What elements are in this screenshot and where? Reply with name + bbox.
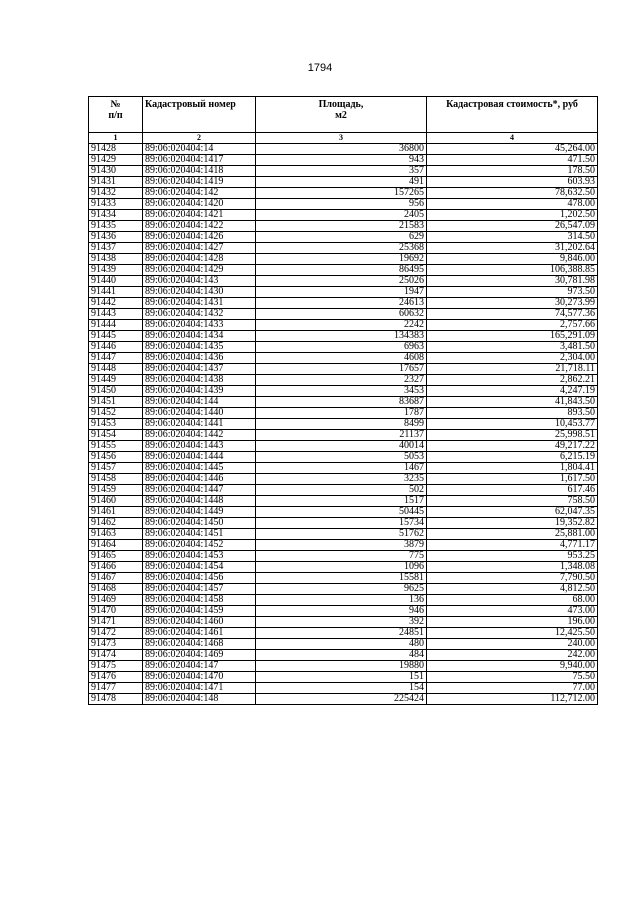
cadastral-number-cell: 89:06:020404:1426 [143,232,256,243]
cadastral-number-cell: 89:06:020404:1432 [143,309,256,320]
cadastral-value-cell: 617.46 [427,485,598,496]
row-index-cell: 91436 [89,232,143,243]
cadastral-number-cell: 89:06:020404:1438 [143,375,256,386]
area-cell: 225424 [256,694,427,705]
row-index-cell: 91452 [89,408,143,419]
area-cell: 3235 [256,474,427,485]
table-row [89,595,598,606]
area-cell: 2327 [256,375,427,386]
table-row [89,463,598,474]
cadastral-number-cell: 89:06:020404:1456 [143,573,256,584]
row-index-cell: 91465 [89,551,143,562]
row-index-cell: 91463 [89,529,143,540]
table-row [89,529,598,540]
cadastral-value-cell: 77.00 [427,683,598,694]
cadastral-value-cell: 196.00 [427,617,598,628]
area-cell: 24851 [256,628,427,639]
area-cell: 4608 [256,353,427,364]
cadastral-number-cell: 89:06:020404:1469 [143,650,256,661]
row-index-cell: 91430 [89,166,143,177]
row-index-cell: 91476 [89,672,143,683]
row-index-cell: 91478 [89,694,143,705]
cadastral-value-cell: 1,348.08 [427,562,598,573]
cadastral-value-cell: 1,617.50 [427,474,598,485]
area-cell: 775 [256,551,427,562]
area-cell: 83687 [256,397,427,408]
row-index-cell: 91461 [89,507,143,518]
cadastral-number-cell: 89:06:020404:1468 [143,639,256,650]
area-cell: 154 [256,683,427,694]
cadastral-number-cell: 89:06:020404:1433 [143,320,256,331]
cadastral-number-cell: 89:06:020404:1457 [143,584,256,595]
cadastral-number-cell: 89:06:020404:1453 [143,551,256,562]
area-cell: 491 [256,177,427,188]
row-index-cell: 91446 [89,342,143,353]
cadastral-number-cell: 89:06:020404:148 [143,694,256,705]
table-row [89,518,598,529]
cadastral-number-cell: 89:06:020404:1420 [143,199,256,210]
area-cell: 2242 [256,320,427,331]
table-row [89,177,598,188]
table-row [89,606,598,617]
table-row [89,309,598,320]
cadastral-value-cell: 893.50 [427,408,598,419]
cadastral-value-cell: 471.50 [427,155,598,166]
cadastral-value-cell: 9,940.00 [427,661,598,672]
area-cell: 1467 [256,463,427,474]
area-cell: 51762 [256,529,427,540]
column-number: 4 [427,133,598,144]
area-cell: 1947 [256,287,427,298]
cadastral-value-cell: 49,217.22 [427,441,598,452]
cadastral-number-cell: 89:06:020404:1470 [143,672,256,683]
cadastral-value-cell: 478.00 [427,199,598,210]
header-index-label: № п/п [108,99,123,121]
row-index-cell: 91443 [89,309,143,320]
cadastral-number-cell: 89:06:020404:1427 [143,243,256,254]
cadastral-value-cell: 30,781.98 [427,276,598,287]
table-row [89,584,598,595]
table-row [89,694,598,705]
cadastral-value-cell: 1,202.50 [427,210,598,221]
cadastral-value-cell: 953.25 [427,551,598,562]
table-row [89,375,598,386]
area-cell: 21137 [256,430,427,441]
cadastral-value-cell: 2,304.00 [427,353,598,364]
table-row [89,474,598,485]
cadastral-number-cell: 89:06:020404:1441 [143,419,256,430]
cadastral-value-cell: 26,547.09 [427,221,598,232]
cadastral-value-cell: 6,215.19 [427,452,598,463]
area-cell: 17657 [256,364,427,375]
table-row [89,276,598,287]
area-cell: 151 [256,672,427,683]
table-row [89,188,598,199]
table-row [89,232,598,243]
header-cadastral-number-label: Кадастровый номер [145,99,236,110]
table-row [89,199,598,210]
row-index-cell: 91474 [89,650,143,661]
row-index-cell: 91451 [89,397,143,408]
cadastral-value-cell: 9,846.00 [427,254,598,265]
table-row [89,540,598,551]
area-cell: 5053 [256,452,427,463]
row-index-cell: 91439 [89,265,143,276]
row-index-cell: 91468 [89,584,143,595]
area-cell: 392 [256,617,427,628]
table-row [89,507,598,518]
table-row [89,243,598,254]
table-row [89,650,598,661]
cadastral-value-cell: 25,881.00 [427,529,598,540]
cadastral-value-cell: 74,577.36 [427,309,598,320]
cadastral-number-cell: 89:06:020404:1435 [143,342,256,353]
cadastral-value-cell: 112,712.00 [427,694,598,705]
area-cell: 629 [256,232,427,243]
area-cell: 19880 [256,661,427,672]
cadastral-value-cell: 2,862.21 [427,375,598,386]
table-row [89,254,598,265]
cadastral-number-cell: 89:06:020404:1428 [143,254,256,265]
area-cell: 25368 [256,243,427,254]
column-number: 1 [89,133,143,144]
cadastral-number-cell: 89:06:020404:1471 [143,683,256,694]
area-cell: 946 [256,606,427,617]
table-row [89,485,598,496]
row-index-cell: 91444 [89,320,143,331]
cadastral-number-cell: 89:06:020404:1454 [143,562,256,573]
row-index-cell: 91449 [89,375,143,386]
cadastral-number-cell: 89:06:020404:143 [143,276,256,287]
cadastral-value-cell: 603.93 [427,177,598,188]
cadastral-number-cell: 89:06:020404:14 [143,144,256,155]
cadastral-value-cell: 7,790.50 [427,573,598,584]
cadastral-value-cell: 4,771.17 [427,540,598,551]
cadastral-value-cell: 1,804.41 [427,463,598,474]
row-index-cell: 91437 [89,243,143,254]
table-row [89,397,598,408]
cadastral-number-cell: 89:06:020404:1419 [143,177,256,188]
row-index-cell: 91440 [89,276,143,287]
cadastral-value-cell: 31,202.64 [427,243,598,254]
cadastral-value-cell: 25,998.51 [427,430,598,441]
row-index-cell: 91435 [89,221,143,232]
table-row [89,430,598,441]
header-cadastral-value [427,97,598,133]
row-index-cell: 91475 [89,661,143,672]
cadastral-number-cell: 89:06:020404:1452 [143,540,256,551]
cadastral-number-cell: 89:06:020404:1448 [143,496,256,507]
cadastral-value-cell: 242.00 [427,650,598,661]
row-index-cell: 91433 [89,199,143,210]
cadastral-number-cell: 89:06:020404:1422 [143,221,256,232]
cadastral-value-cell: 106,388.85 [427,265,598,276]
table-body [89,144,598,705]
cadastral-number-cell: 89:06:020404:142 [143,188,256,199]
cadastral-number-cell: 89:06:020404:147 [143,661,256,672]
cadastral-value-cell: 4,812.50 [427,584,598,595]
table-row [89,364,598,375]
column-number-row [89,133,598,144]
cadastral-table [88,96,598,705]
table-row [89,683,598,694]
row-index-cell: 91471 [89,617,143,628]
row-index-cell: 91450 [89,386,143,397]
row-index-cell: 91429 [89,155,143,166]
cadastral-value-cell: 3,481.50 [427,342,598,353]
area-cell: 40014 [256,441,427,452]
cadastral-value-cell: 45,264.00 [427,144,598,155]
area-cell: 36800 [256,144,427,155]
cadastral-value-cell: 758.50 [427,496,598,507]
table-row [89,551,598,562]
cadastral-value-cell: 19,352.82 [427,518,598,529]
row-index-cell: 91442 [89,298,143,309]
row-index-cell: 91441 [89,287,143,298]
area-cell: 21583 [256,221,427,232]
table-row [89,287,598,298]
row-index-cell: 91464 [89,540,143,551]
area-cell: 1787 [256,408,427,419]
area-cell: 60632 [256,309,427,320]
row-index-cell: 91454 [89,430,143,441]
area-cell: 484 [256,650,427,661]
header-index [89,97,143,133]
row-index-cell: 91477 [89,683,143,694]
table-row [89,144,598,155]
area-cell: 1096 [256,562,427,573]
area-cell: 15581 [256,573,427,584]
cadastral-value-cell: 165,291.09 [427,331,598,342]
row-index-cell: 91460 [89,496,143,507]
cadastral-value-cell: 473.00 [427,606,598,617]
cadastral-number-cell: 89:06:020404:1429 [143,265,256,276]
area-cell: 502 [256,485,427,496]
cadastral-value-cell: 30,273.99 [427,298,598,309]
row-index-cell: 91445 [89,331,143,342]
row-index-cell: 91459 [89,485,143,496]
row-index-cell: 91469 [89,595,143,606]
table-row [89,221,598,232]
area-cell: 86495 [256,265,427,276]
cadastral-number-cell: 89:06:020404:1460 [143,617,256,628]
area-cell: 6963 [256,342,427,353]
row-index-cell: 91457 [89,463,143,474]
area-cell: 15734 [256,518,427,529]
area-cell: 50445 [256,507,427,518]
cadastral-value-cell: 314.50 [427,232,598,243]
cadastral-number-cell: 89:06:020404:1431 [143,298,256,309]
table-row [89,298,598,309]
header-cadastral-number [143,97,256,133]
column-number: 3 [256,133,427,144]
area-cell: 19692 [256,254,427,265]
cadastral-number-cell: 89:06:020404:1458 [143,595,256,606]
table-row [89,573,598,584]
cadastral-value-cell: 78,632.50 [427,188,598,199]
cadastral-value-cell: 21,718.11 [427,364,598,375]
row-index-cell: 91428 [89,144,143,155]
cadastral-value-cell: 10,453.77 [427,419,598,430]
area-cell: 9625 [256,584,427,595]
cadastral-value-cell: 178.50 [427,166,598,177]
row-index-cell: 91447 [89,353,143,364]
header-area [256,97,427,133]
cadastral-number-cell: 89:06:020404:1443 [143,441,256,452]
cadastral-number-cell: 89:06:020404:144 [143,397,256,408]
cadastral-number-cell: 89:06:020404:1446 [143,474,256,485]
area-cell: 357 [256,166,427,177]
cadastral-value-cell: 12,425.50 [427,628,598,639]
row-index-cell: 91434 [89,210,143,221]
area-cell: 3879 [256,540,427,551]
area-cell: 943 [256,155,427,166]
row-index-cell: 91462 [89,518,143,529]
cadastral-number-cell: 89:06:020404:1444 [143,452,256,463]
area-cell: 480 [256,639,427,650]
cadastral-value-cell: 41,843.50 [427,397,598,408]
row-index-cell: 91466 [89,562,143,573]
table-row [89,628,598,639]
row-index-cell: 91467 [89,573,143,584]
row-index-cell: 91473 [89,639,143,650]
cadastral-number-cell: 89:06:020404:1450 [143,518,256,529]
cadastral-number-cell: 89:06:020404:1421 [143,210,256,221]
cadastral-value-cell: 4,247.19 [427,386,598,397]
table-row [89,441,598,452]
cadastral-number-cell: 89:06:020404:1445 [143,463,256,474]
table-row [89,661,598,672]
table-row [89,342,598,353]
cadastral-number-cell: 89:06:020404:1442 [143,430,256,441]
table-row [89,386,598,397]
row-index-cell: 91453 [89,419,143,430]
table-row [89,353,598,364]
cadastral-value-cell: 2,757.66 [427,320,598,331]
area-cell: 25026 [256,276,427,287]
header-area-label: Площадь, м2 [318,99,364,121]
table-row [89,617,598,628]
table-row [89,672,598,683]
table-row [89,331,598,342]
row-index-cell: 91472 [89,628,143,639]
column-number: 2 [143,133,256,144]
area-cell: 24613 [256,298,427,309]
row-index-cell: 91458 [89,474,143,485]
cadastral-number-cell: 89:06:020404:1449 [143,507,256,518]
row-index-cell: 91438 [89,254,143,265]
cadastral-number-cell: 89:06:020404:1451 [143,529,256,540]
cadastral-value-cell: 75.50 [427,672,598,683]
header-row [89,97,598,133]
cadastral-number-cell: 89:06:020404:1461 [143,628,256,639]
table-row [89,210,598,221]
table-row [89,155,598,166]
table-row [89,452,598,463]
page-number: 1794 [307,62,333,74]
header-cadastral-value-label: Кадастровая стоимость*, руб [446,99,578,110]
cadastral-number-cell: 89:06:020404:1436 [143,353,256,364]
row-index-cell: 91455 [89,441,143,452]
table-row [89,265,598,276]
row-index-cell: 91432 [89,188,143,199]
row-index-cell: 91431 [89,177,143,188]
table-row [89,408,598,419]
cadastral-number-cell: 89:06:020404:1439 [143,386,256,397]
area-cell: 2405 [256,210,427,221]
area-cell: 8499 [256,419,427,430]
table-row [89,320,598,331]
row-index-cell: 91470 [89,606,143,617]
cadastral-value-cell: 68.00 [427,595,598,606]
cadastral-number-cell: 89:06:020404:1447 [143,485,256,496]
cadastral-number-cell: 89:06:020404:1418 [143,166,256,177]
table-row [89,496,598,507]
table-row [89,639,598,650]
cadastral-value-cell: 973.50 [427,287,598,298]
area-cell: 157265 [256,188,427,199]
row-index-cell: 91456 [89,452,143,463]
area-cell: 136 [256,595,427,606]
cadastral-number-cell: 89:06:020404:1434 [143,331,256,342]
table-row [89,419,598,430]
cadastral-value-cell: 240.00 [427,639,598,650]
area-cell: 956 [256,199,427,210]
area-cell: 1517 [256,496,427,507]
cadastral-number-cell: 89:06:020404:1459 [143,606,256,617]
table-row [89,562,598,573]
cadastral-value-cell: 62,047.35 [427,507,598,518]
row-index-cell: 91448 [89,364,143,375]
cadastral-number-cell: 89:06:020404:1430 [143,287,256,298]
cadastral-number-cell: 89:06:020404:1437 [143,364,256,375]
cadastral-number-cell: 89:06:020404:1440 [143,408,256,419]
area-cell: 3453 [256,386,427,397]
table-row [89,166,598,177]
cadastral-number-cell: 89:06:020404:1417 [143,155,256,166]
area-cell: 134383 [256,331,427,342]
